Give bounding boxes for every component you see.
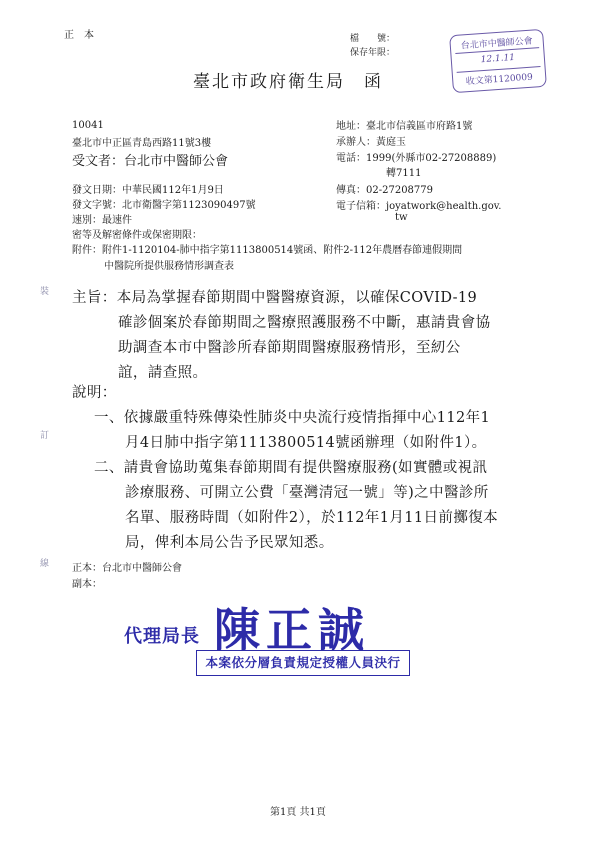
authority-stamp: 本案依分層負責規定授權人員決行 (196, 650, 410, 676)
subject-line: 誼，請查照。 (118, 365, 208, 381)
signatory-title: 代理局長 (124, 626, 200, 647)
stamp-received-no: 收文第1120009 (465, 72, 534, 88)
sub-copy-recipient: 副本： (72, 579, 102, 590)
explanation-line: 名單、服務時間（如附件2），於112年1月11日前擲復本 (125, 510, 499, 526)
copy-type: 正 本 (64, 30, 94, 41)
page-number: 第1頁 共1頁 (270, 807, 326, 818)
sender-postal-code: 10041 (72, 120, 104, 131)
margin-mark-stitch: 訂 (40, 431, 50, 441)
speed-class: 速別：最速件 (72, 215, 132, 226)
attachment-line-1: 附件：附件1-1120104-肺中指字第1113800514號函、附件2-112年農曆春節連假期間 (72, 245, 463, 256)
attachment-line-2: 中醫院所提供服務情形調查表 (104, 261, 234, 272)
signatory-name: 陳正誠 (214, 603, 370, 657)
explanation-line: 診療服務、可開立公費「臺灣清冠一號」等)之中醫診所 (125, 485, 489, 501)
subject-line: 確診個案於春節期間之醫療照護服務不中斷，惠請貴會協 (118, 315, 491, 331)
stamp-handwritten-date: 12.1.11 (480, 52, 516, 66)
margin-mark-line: 線 (40, 559, 50, 569)
file-no-label: 檔 號： (350, 34, 396, 44)
recipient: 受文者：台北市中醫師公會 (72, 154, 229, 169)
document-number: 發文字號：北市衛醫字第1123090497號 (72, 200, 256, 211)
explanation-line: 二、請貴會協助蒐集春節期間有提供醫療服務(如實體或視訊 (94, 460, 488, 476)
explanation-heading: 說明： (72, 385, 117, 401)
contact-address: 地址：臺北市信義區市府路1號 (336, 121, 473, 132)
contact-email: 電子信箱：joyatwork@health.gov. (336, 201, 502, 212)
received-stamp (449, 29, 547, 93)
explanation-line: 局，俾利本局公告予民眾知悉。 (125, 535, 334, 551)
contact-phone-ext: 轉7111 (386, 168, 422, 179)
contact-fax: 傳真：02-27208779 (336, 185, 434, 196)
stamp-org: 台北市中醫師公會 (460, 36, 534, 52)
contact-handler: 承辦人：黃庭玉 (336, 137, 406, 148)
explanation-line: 月4日肺中指字第1113800514號函辦理（如附件1）。 (125, 435, 487, 451)
document-title: 臺北市政府衛生局 函 (193, 72, 383, 92)
sender-address: 臺北市中正區青島西路11號3樓 (72, 138, 212, 149)
contact-email-cont: tw (395, 212, 408, 223)
margin-mark-bind: 裝 (40, 287, 50, 297)
subject-line: 主旨：本局為掌握春節期間中醫醫療資源，以確保COVID-19 (72, 290, 478, 306)
main-copy-recipient: 正本：台北市中醫師公會 (72, 563, 182, 574)
subject-line: 助調查本市中醫診所春節期間醫療服務情形，至紉公 (118, 340, 461, 356)
retention-label: 保存年限： (350, 48, 396, 58)
secrecy-level: 密等及解密條件或保密期限： (72, 230, 202, 241)
issue-date: 發文日期：中華民國112年1月9日 (72, 185, 224, 196)
explanation-line: 一、依據嚴重特殊傳染性肺炎中央流行疫情指揮中心112年1 (94, 410, 491, 426)
contact-phone: 電話：1999(外縣市02-27208889) (336, 153, 497, 164)
